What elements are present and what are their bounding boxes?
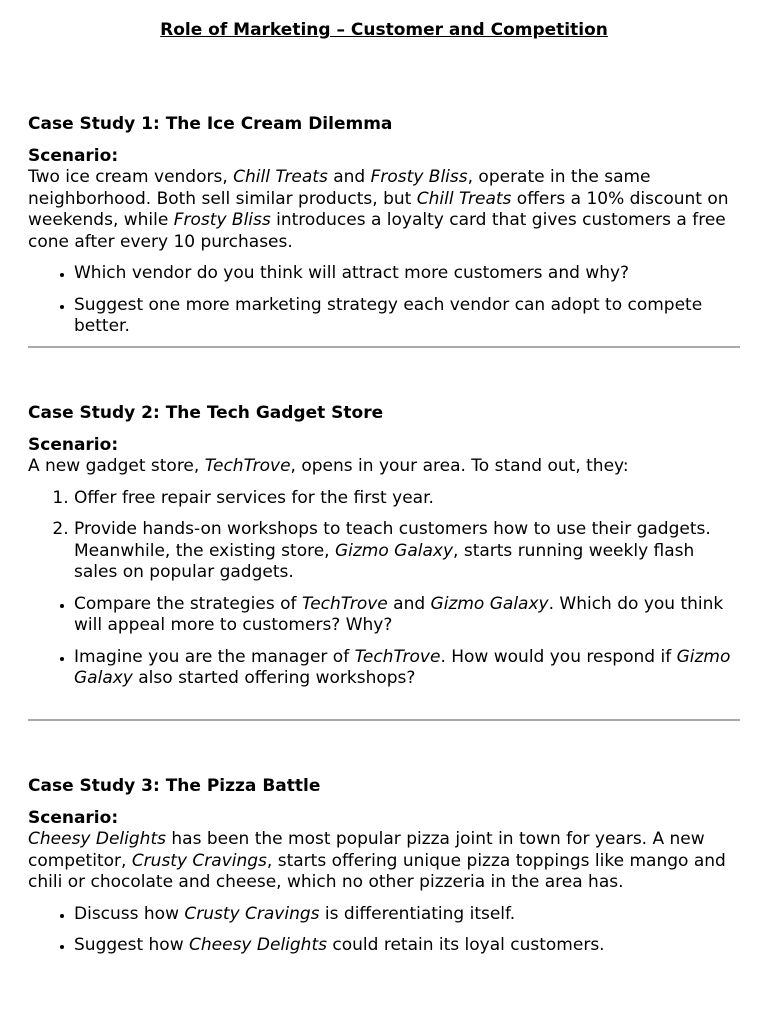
list-item: • Suggest one more marketing strategy each vendor can adopt to compete better. [74,295,740,338]
strategy-list [28,488,740,584]
list-item: • Discuss how Crusty Cravings is differentiating itself. [74,904,740,926]
list-item: • Compare the strategies of TechTrove and Gizmo Galaxy. Which do you think will appeal more to customers? Why? [74,594,740,637]
list-item: • Imagine you are the manager of TechTrove. How would you respond if Gizmo Galaxy also started offering workshops? [74,647,740,690]
case-study-2 [28,403,740,690]
scenario-text: A new gadget store, TechTrove, opens in your area. To stand out, they: [28,456,629,476]
list-item: 1. Offer free repair services for the first year. [74,488,740,510]
section-divider [28,346,740,348]
section-divider [28,719,740,721]
meanwhile-text: Meanwhile, the existing store, Gizmo Galaxy, starts running weekly flash sales on popular gadgets. [74,540,695,582]
case-study-1 [28,114,740,338]
case-study-heading: Case Study 2: The Tech Gadget Store [28,403,384,423]
list-item: 2. Provide hands-on workshops to teach customers how to use their gadgets. Meanwhile, the existing store, Gizmo Galaxy, starts running weekly flash sales on popular gadgets. [74,519,740,584]
scenario-text: Cheesy Delights has been the most popular pizza joint in town for years. A new competitor, Crusty Cravings, starts offering unique pizza toppings like mango and chili or chocolate and cheese, which no other pizzeria in the area has. [28,829,726,892]
question-list [28,263,740,338]
scenario-label: Scenario: [28,145,119,166]
case-study-3 [28,776,740,957]
case-study-heading: Case Study 3: The Pizza Battle [28,776,321,796]
scenario-text: Two ice cream vendors, Chill Treats and Frosty Bliss, operate in the same neighborhood. Both sell similar products, but Chill Treats offers a 10% discount on weekends, while Frosty Bliss introduces a loyalty card that gives customers a free cone after every 10 purchases. [28,167,729,252]
question-list [28,594,740,690]
list-item: • Suggest how Cheesy Delights could retain its loyal customers. [74,935,740,957]
list-item: • Which vendor do you think will attract more customers and why? [74,263,740,285]
scenario-label: Scenario: [28,434,119,455]
case-study-heading: Case Study 1: The Ice Cream Dilemma [28,114,393,134]
question-list [28,904,740,957]
page-title: Role of Marketing – Customer and Competition [160,20,608,40]
scenario-label: Scenario: [28,807,119,828]
